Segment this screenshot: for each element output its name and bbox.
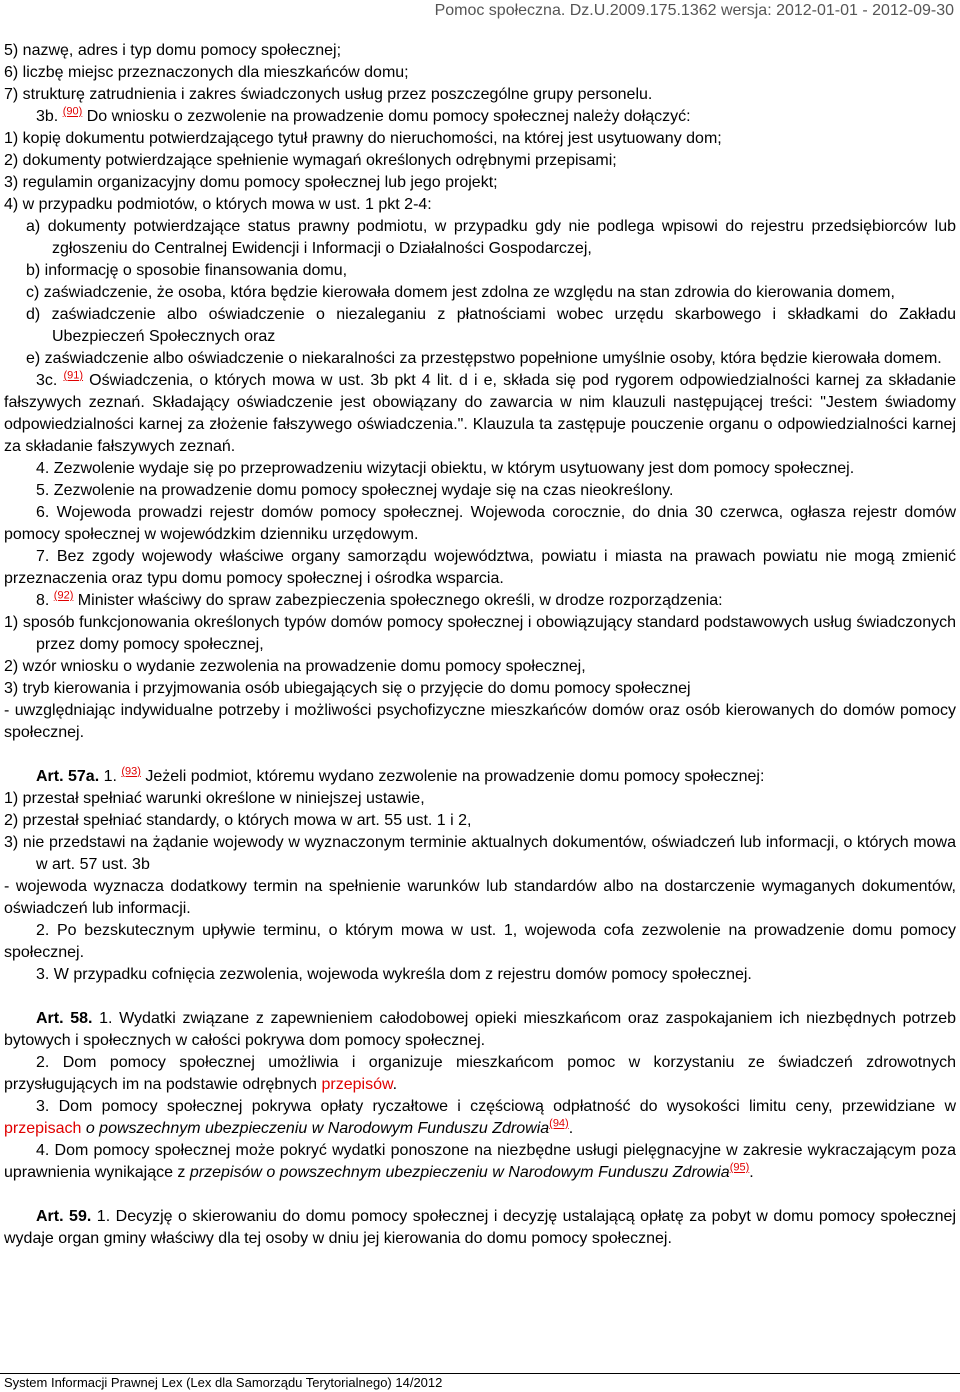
document-header: Pomoc społeczna. Dz.U.2009.175.1362 wersja: 2012-01-01 - 2012-09-30 (434, 2, 954, 19)
list-item: 3) regulamin organizacyjny domu pomocy społecznej lub jego projekt; (4, 174, 498, 191)
article-58-paragraph-4 (4, 1140, 956, 1184)
section-number: 8. (36, 592, 50, 609)
article-59 (4, 1206, 956, 1250)
article-heading: Art. 59. (36, 1208, 92, 1225)
section-text: Oświadczenia, o których mowa w ust. 3b pkt 4 lit. d i e, składa się pod rygorem odpowiedzialności karnej za składanie fałszywych zeznań. Składający oświadczenie jest obowiązany do zawarcia w nim klauzuli następującej treści: "Jestem świadomy odpowiedzialności karnej za złożenie fałszywego oświadczenia.". Klauzula ta zastępuje pouczenie organu o odpowiedzialności karnej za składanie fałszywych zeznań. (4, 372, 956, 455)
point-7: 7) strukturę zatrudnienia i zakres świadczonych usług przez poszczególne grupy personelu. (4, 86, 653, 103)
list-item: 2) przestał spełniać standardy, o których mowa w art. 55 ust. 1 i 2, (4, 812, 472, 829)
article-58 (4, 1008, 956, 1052)
section-6: 6. Wojewoda prowadzi rejestr domów pomocy społecznej. Wojewoda corocznie, do dnia 30 czerwca, ogłasza rejestr domów pomocy społecznej w wojewódzkim dzienniku urzędowym. (4, 504, 956, 543)
footnote-link-91[interactable]: (91) (63, 369, 84, 382)
point-5: 5) nazwę, adres i typ domu pomocy społecznej; (4, 42, 342, 59)
section-8 (4, 590, 956, 612)
footnote-link-93[interactable]: (93) (121, 765, 141, 778)
list-item: 1) kopię dokumentu potwierdzającego tytuł prawny do nieruchomości, na której jest usytuowany dom; (4, 130, 722, 147)
article-heading: Art. 58. (36, 1010, 93, 1027)
footnote-link-94[interactable]: (94) (549, 1117, 569, 1130)
document-body (4, 40, 956, 1250)
article-57a (4, 766, 956, 788)
section-5: 5. Zezwolenie na prowadzenie domu pomocy społecznej wydaje się na czas nieokreślony. (36, 482, 674, 499)
list-item: 1) przestał spełniać warunki określone w niniejszej ustawie, (4, 790, 425, 807)
sub-item: c) zaświadczenie, że osoba, która będzie kierowała domem jest zdolna ze względu na stan zdrowia do kierowania domem, (26, 284, 895, 301)
sub-item: a) dokumenty potwierdzające status prawny podmiotu, w przypadku gdy nie podlega wpisowi do rejestru przedsiębiorców lub zgłoszeniu do Centralnej Ewidencji i Informacji o Działalności Gospodarczej, (26, 218, 956, 257)
footer-divider (0, 1373, 960, 1374)
list-conclusion: - uwzględniając indywidualne potrzeby i możliwości psychofizyczne mieszkańców domów oraz osób kierowanych do domów pomocy społecznej. (4, 702, 956, 741)
sub-item: d) zaświadczenie albo oświadczenie o niezaleganiu z płatnościami wobec urzędu skarbowego i składkami do Zakładu Ubezpieczeń Społecznych oraz (26, 306, 956, 345)
article-57a-paragraph-3: 3. W przypadku cofnięcia zezwolenia, wojewoda wykreśla dom z rejestru domów pomocy społecznej. (36, 966, 752, 983)
sub-item: b) informację o sposobie finansowania domu, (26, 262, 348, 279)
article-57a-paragraph-2: 2. Po bezskutecznym upływie terminu, o którym mowa w ust. 1, wojewoda cofa zezwolenie na prowadzenie domu pomocy społecznej. (4, 922, 956, 961)
section-number: 3c. (36, 372, 58, 389)
document-footer: System Informacji Prawnej Lex (Lex dla Samorządu Terytorialnego) 14/2012 (4, 1375, 443, 1390)
section-text: Do wniosku o zezwolenie na prowadzenie domu pomocy społecznej należy dołączyć: (82, 108, 691, 125)
list-conclusion: - wojewoda wyznacza dodatkowy termin na spełnienie warunków lub standardów albo na dostarczenie wymaganych dokumentów, oświadczeń lub informacji. (4, 878, 956, 917)
paragraph-end: . (749, 1164, 754, 1181)
paragraph-end: . (568, 1120, 574, 1137)
paragraph-text: 3. Dom pomocy społecznej pokrywa opłaty ryczałtowe i częściową odpłatność do wysokości limitu ceny, przewidziane w (36, 1098, 956, 1115)
list-item: 4) w przypadku podmiotów, o których mowa w ust. 1 pkt 2-4: (4, 196, 432, 213)
article-58-paragraph-2 (4, 1052, 956, 1096)
footnote-link-92[interactable]: (92) (53, 589, 74, 602)
list-item: 2) dokumenty potwierdzające spełnienie wymagań określonych odrębnymi przepisami; (4, 152, 617, 169)
section-text: Minister właściwy do spraw zabezpieczenia społecznego określi, w drodze rozporządzenia: (73, 592, 723, 609)
list-item: 3) nie przedstawi na żądanie wojewody w wyznaczonym terminie aktualnych dokumentów, oświadczeń lub informacji, o których mowa w art. 57 ust. 3b (4, 834, 956, 873)
regulations-link[interactable]: przepisach (4, 1120, 82, 1137)
article-heading: Art. 57a. (36, 768, 100, 785)
act-title: przepisów o powszechnym ubezpieczeniu w Narodowym Funduszu Zdrowia (189, 1164, 730, 1181)
point-6: 6) liczbę miejsc przeznaczonych dla mieszkańców domu; (4, 64, 409, 81)
paragraph-text: 2. Dom pomocy społecznej umożliwia i organizuje mieszkańcom pomoc w korzystaniu ze świadczeń zdrowotnych przysługujących im na podstawie odrębnych (4, 1054, 956, 1093)
article-text: 1. Decyzję o skierowaniu do domu pomocy społecznej i decyzję ustalającą opłatę za pobyt w domu pomocy społecznej wydaje organ gminy właściwy dla tej osoby w dniu jej kierowania do domu pomocy społecznej. (4, 1208, 956, 1247)
list-item: 3) tryb kierowania i przyjmowania osób ubiegających się o przyjęcie do domu pomocy społecznej (4, 680, 691, 697)
paragraph-end: . (392, 1076, 398, 1093)
section-number: 3b. (36, 108, 59, 125)
article-58-paragraph-3 (4, 1096, 956, 1140)
article-text: 1. Wydatki związane z zapewnieniem całodobowej opieki mieszkańcom oraz zaspokajaniem ich niezbędnych potrzeb bytowych i społecznych w całości pokrywa dom pomocy społecznej. (4, 1010, 957, 1049)
list-item: 1) sposób funkcjonowania określonych typów domów pomocy społecznej i obowiązujący standard podstawowych usług świadczonych przez domy pomocy społecznej, (4, 614, 956, 653)
article-text: Jeżeli podmiot, któremu wydano zezwolenie na prowadzenie domu pomocy społecznej: (140, 768, 765, 785)
footnote-link-95[interactable]: (95) (729, 1161, 750, 1174)
list-item: 2) wzór wniosku o wydanie zezwolenia na prowadzenie domu pomocy społecznej, (4, 658, 586, 675)
section-3b (4, 106, 956, 128)
paragraph-number: 1. (99, 768, 122, 785)
section-3c (4, 370, 956, 458)
act-title: o powszechnym ubezpieczeniu w Narodowym Funduszu Zdrowia (81, 1120, 550, 1137)
regulations-link[interactable]: przepisów (321, 1076, 393, 1093)
sub-item: e) zaświadczenie albo oświadczenie o niekaralności za przestępstwo popełnione umyślnie osoby, która będzie kierowała domem. (26, 350, 942, 367)
section-4: 4. Zezwolenie wydaje się po przeprowadzeniu wizytacji obiektu, w którym usytuowany jest dom pomocy społecznej. (36, 460, 855, 477)
section-7: 7. Bez zgody wojewody właściwe organy samorządu województwa, powiatu i miasta na prawach powiatu nie mogą zmienić przeznaczenia oraz typu domu pomocy społecznej i ośrodka wsparcia. (4, 548, 956, 587)
footnote-link-90[interactable]: (90) (62, 105, 83, 118)
paragraph-text: 4. Dom pomocy społecznej może pokryć wydatki ponoszone na niezbędne usługi pielęgnacyjne w zakresie wykraczającym poza uprawnienia wynikające z (4, 1142, 956, 1181)
